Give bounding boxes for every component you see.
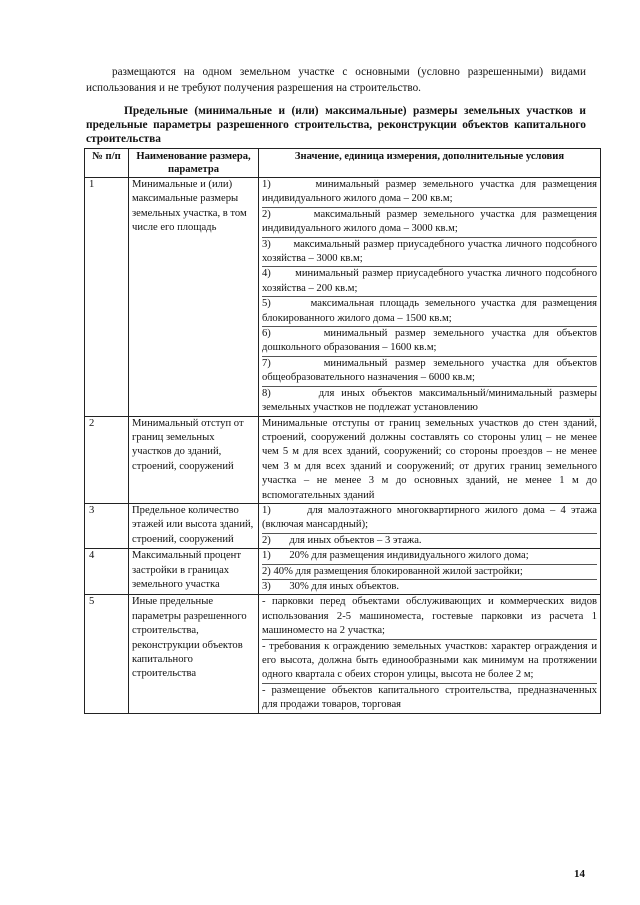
row-number: 1 bbox=[85, 178, 129, 417]
value-item: 3) 30% для иных объектов. bbox=[262, 580, 400, 592]
parameter-name: Предельное количество этажей или высота зданий, строений, сооружений bbox=[129, 503, 259, 548]
parameter-name: Минимальные и (или) максимальные размеры земельных участка, в том числе его площадь bbox=[129, 178, 259, 417]
header-number: № п/п bbox=[85, 149, 129, 178]
value-item: 6) минимальный размер земельного участка для объектов дошкольного образования – 1600 кв.м; bbox=[262, 327, 597, 357]
table-row bbox=[85, 178, 601, 417]
parameter-name: Минимальный отступ от границ земельных участков до зданий, строений, сооружений bbox=[129, 416, 259, 503]
parameter-value bbox=[259, 503, 601, 548]
parameter-value bbox=[259, 595, 601, 713]
value-item: 7) минимальный размер земельного участка для объектов общеобразовательного назначения – 6000 кв.м; bbox=[262, 357, 597, 387]
table-row bbox=[85, 595, 601, 713]
parameters-table bbox=[84, 148, 601, 714]
value-item: Минимальные отступы от границ земельных участков до стен зданий, строений, сооружений должны составлять со стороны улиц – не менее чем 5 м для всех зданий, сооружений; со стороны проездов – не менее чем 3 м для всех зданий и сооружений; от других границ земельного участка – не менее 3 м до основных зданий, не менее 1 м до вспомогательных зданий bbox=[262, 417, 597, 501]
header-name: Наименование размера, параметра bbox=[129, 149, 259, 178]
row-number: 3 bbox=[85, 503, 129, 548]
intro-paragraph: размещаются на одном земельном участке с основными (условно разрешенными) видами использования и не требуют получения разрешения на строительство. bbox=[86, 66, 586, 94]
table-row bbox=[85, 416, 601, 503]
value-item: 1) 20% для размещения индивидуального жилого дома; bbox=[262, 549, 597, 564]
value-item: 1) минимальный размер земельного участка для размещения индивидуального жилого дома – 200 кв.м; bbox=[262, 178, 597, 208]
value-item: 1) для малоэтажного многоквартирного жилого дома – 4 этажа (включая мансардный); bbox=[262, 504, 597, 534]
table-row bbox=[85, 549, 601, 595]
parameter-value bbox=[259, 416, 601, 503]
value-item: 2) для иных объектов – 3 этажа. bbox=[262, 534, 422, 546]
table-row bbox=[85, 503, 601, 548]
value-item: - требования к ограждению земельных участков: характер ограждения и его высота, должна быть единообразными как минимум на протяжении одного квартала с обеих сторон улицы, высота не более 2 м; bbox=[262, 640, 597, 684]
value-item: 5) максимальная площадь земельного участка для размещения блокированного жилого дома – 1500 кв.м; bbox=[262, 297, 597, 327]
value-item: - размещение объектов капитального строительства, предназначенных для продажи товаров, торговая bbox=[262, 684, 597, 711]
page-number: 14 bbox=[574, 868, 585, 880]
section-heading: Предельные (минимальные и (или) максимальные) размеры земельных участков и предельные параметры разрешенного строительства, реконструкции объектов капитального строительства bbox=[86, 105, 586, 145]
table-header-row bbox=[85, 149, 601, 178]
row-number: 5 bbox=[85, 595, 129, 713]
value-item: 3) максимальный размер приусадебного участка личного подсобного хозяйства – 3000 кв.м; bbox=[262, 238, 597, 268]
parameter-value bbox=[259, 549, 601, 595]
row-number: 4 bbox=[85, 549, 129, 595]
value-item: 2) 40% для размещения блокированной жилой застройки; bbox=[262, 565, 597, 580]
value-item: 2) максимальный размер земельного участка для размещения индивидуального жилого дома – 3000 кв.м; bbox=[262, 208, 597, 238]
parameter-name: Иные предельные параметры разрешенного строительства, реконструкции объектов капитального строительства bbox=[129, 595, 259, 713]
value-item: - парковки перед объектами обслуживающих и коммерческих видов использования 2-5 машиноместа, гостевые парковки из расчета 1 машиноместо на 2 участка; bbox=[262, 595, 597, 639]
parameter-name: Максимальный процент застройки в границах земельного участка bbox=[129, 549, 259, 595]
value-item: 4) минимальный размер приусадебного участка личного подсобного хозяйства – 200 кв.м; bbox=[262, 267, 597, 297]
row-number: 2 bbox=[85, 416, 129, 503]
value-item: 8) для иных объектов максимальный/минимальный размеры земельных участков не подлежат установлению bbox=[262, 387, 597, 414]
header-value: Значение, единица измерения, дополнительные условия bbox=[259, 149, 601, 178]
parameter-value bbox=[259, 178, 601, 417]
